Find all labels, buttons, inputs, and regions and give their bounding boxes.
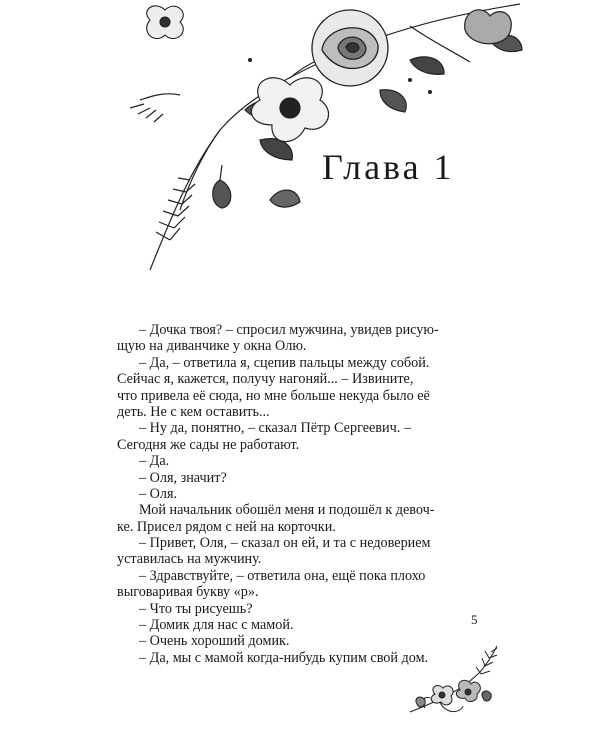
text-line: Сейчас я, кажется, получу нагоняй... – Извините,: [117, 371, 414, 388]
body-text: [117, 322, 445, 666]
text-line: ке. Присел рядом с ней на корточки.: [117, 518, 336, 535]
page-number: 5: [471, 612, 478, 627]
text-line: – Привет, Оля, – сказал он ей, и та с недоверием: [139, 535, 431, 552]
text-line: что привела её сюда, но мне больше некуда было её: [117, 387, 430, 404]
text-line: – Да, мы с мамой когда-нибудь купим свой дом.: [139, 649, 429, 666]
text-line: – Что ты рисуешь?: [139, 600, 253, 617]
text-line: – Да, – ответила я, сцепив пальцы между собой.: [139, 354, 430, 371]
text-line: – Оля, значит?: [139, 469, 227, 486]
text-line: – Очень хороший домик.: [139, 633, 290, 650]
chapter-title: Глава 1: [322, 147, 455, 187]
text-line: щую на диванчике у окна Олю.: [117, 338, 307, 355]
text-line: Сегодня же сады не работают.: [117, 436, 300, 453]
text-line: – Ну да, понятно, – сказал Пётр Сергеевич. –: [139, 420, 411, 437]
text-line: – Домик для нас с мамой.: [139, 617, 294, 634]
text-line: – Дочка твоя? – спросил мужчина, увидев рисую-: [139, 322, 439, 338]
text-line: деть. Не с кем оставить...: [117, 403, 270, 420]
floral-sprig-icon: [405, 642, 505, 720]
text-line: Мой начальник обошёл меня и подошёл к девоч-: [139, 502, 435, 519]
text-line: – Да.: [139, 453, 170, 470]
floral-corner-icon: [110, 0, 530, 280]
text-line: уставилась на мужчину.: [117, 551, 262, 568]
text-line: – Оля.: [139, 485, 178, 502]
text-line: выговаривая букву «р».: [117, 584, 259, 601]
text-line: – Здравствуйте, – ответила она, ещё пока плохо: [139, 567, 426, 584]
